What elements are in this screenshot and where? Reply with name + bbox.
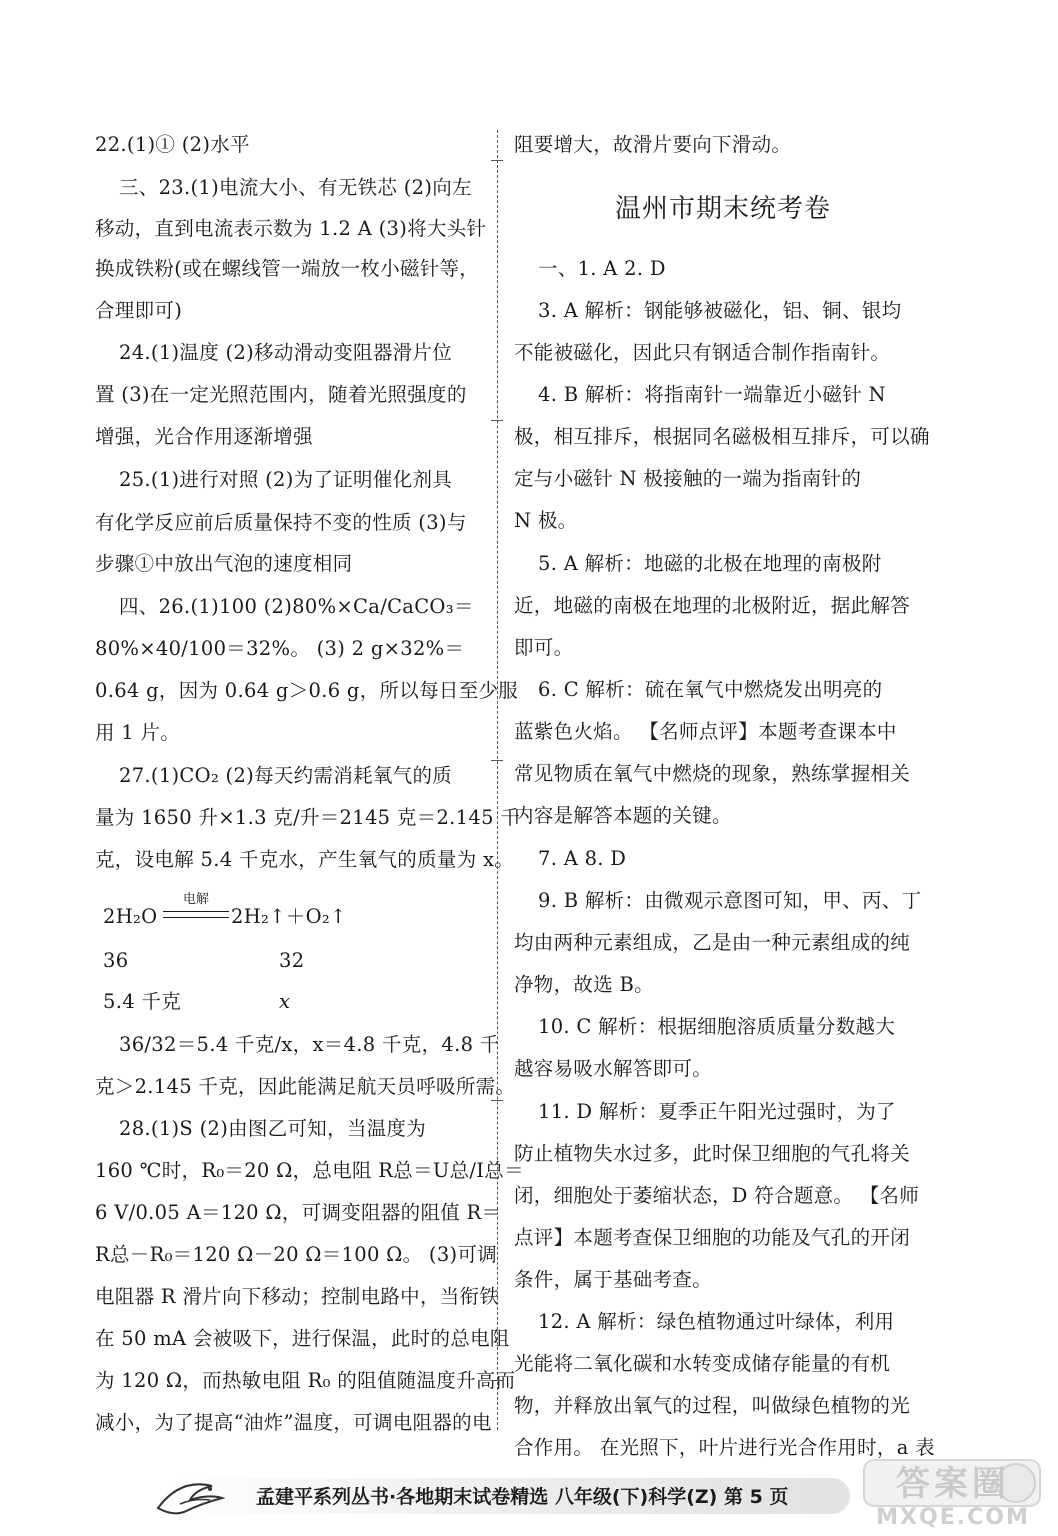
equation-left: 2H₂O xyxy=(103,905,158,928)
answer-line: 28.(1)S (2)由图乙可知，当温度为 xyxy=(119,1117,427,1140)
equation-quantity: 5.4 千克 xyxy=(103,990,182,1013)
watermark-logo-text: 答案圈 xyxy=(896,1464,1010,1504)
swallow-logo-icon xyxy=(150,1468,250,1518)
answer-line: 不能被磁化，因此只有钢适合制作指南针。 xyxy=(514,341,891,364)
answer-line: 11. D 解析：夏季正午阳光过强时，为了 xyxy=(538,1100,896,1123)
divider-tick xyxy=(491,1380,503,1381)
answer-line: 均由两种元素组成，乙是由一种元素组成的纯 xyxy=(514,931,911,954)
answer-line: 25.(1)进行对照 (2)为了证明催化剂具 xyxy=(119,468,453,491)
answer-line: 有化学反应前后质量保持不变的性质 (3)与 xyxy=(95,511,467,534)
answer-line: 量为 1650 升×1.3 克/升＝2145 克＝2.145 千 xyxy=(95,806,521,829)
answer-line: 6 V/0.05 A＝120 Ω，可调变阻器的阻值 R＝ xyxy=(95,1201,502,1224)
answer-line: 越容易吸水解答即可。 xyxy=(514,1057,713,1080)
answer-line: 克，设电解 5.4 千克水，产生氧气的质量为 x。 xyxy=(95,848,515,871)
answer-line: 27.(1)CO₂ (2)每天约需消耗氧气的质 xyxy=(119,764,453,787)
answer-line: 净物，故选 B。 xyxy=(514,973,654,996)
answer-line: 点评】本题考查保卫细胞的功能及气孔的开闭 xyxy=(514,1226,911,1249)
answer-line: 闭，细胞处于萎缩状态，D 符合题意。 【名师 xyxy=(514,1184,920,1207)
equation-ratio: 36 xyxy=(103,949,129,972)
answer-line: 移动，直到电流表示数为 1.2 A (3)将大头针 xyxy=(95,217,487,240)
answer-line: R总－R₀＝120 Ω－20 Ω＝100 Ω。 (3)可调 xyxy=(95,1243,498,1266)
answer-line: 减小，为了提高“油炸”温度，可调电阻器的电 xyxy=(95,1411,492,1434)
answer-line: 近，地磁的南极在地理的北极附近，据此解答 xyxy=(514,594,911,617)
equation-equals-sign xyxy=(163,911,229,918)
answer-line: 160 ℃时，R₀＝20 Ω，总电阻 R总＝U总/I总＝ xyxy=(95,1159,524,1182)
answer-line: 条件，属于基础考查。 xyxy=(514,1268,713,1291)
answer-line: 用 1 片。 xyxy=(95,721,181,744)
answer-line: 三、23.(1)电流大小、有无铁芯 (2)向左 xyxy=(119,176,472,199)
answer-line: 换成铁粉(或在螺线管一端放一枚小磁针等， xyxy=(95,257,480,280)
answer-line: 防止植物失水过多，此时保卫细胞的气孔将关 xyxy=(514,1142,911,1165)
divider-tick xyxy=(491,1100,503,1101)
answer-line: 光能将二氧化碳和水转变成储存能量的有机 xyxy=(514,1352,891,1375)
answer-line: 即可。 xyxy=(514,636,574,659)
answer-line: 为 120 Ω，而热敏电阻 R₀ 的阻值随温度升高而 xyxy=(95,1369,516,1392)
answer-line: 36/32＝5.4 千克/x，x＝4.8 千克，4.8 千 xyxy=(119,1033,500,1056)
equation-ratio: 32 xyxy=(279,949,305,972)
answer-line: 四、26.(1)100 (2)80%×Ca/CaCO₃＝ xyxy=(119,595,474,618)
footer-text: 孟建平系列丛书·各地期末试卷精选 八年级(下)科学(Z) 第 5 页 xyxy=(256,1486,789,1508)
answer-line: 7. A 8. D xyxy=(538,847,627,870)
watermark xyxy=(858,1458,1044,1532)
answer-line: 80%×40/100＝32%。 (3) 2 g×32%＝ xyxy=(95,637,465,660)
answer-line: 3. A 解析：钢能够被磁化，铝、铜、银均 xyxy=(538,299,902,322)
answer-line: 常见物质在氧气中燃烧的现象，熟练掌握相关 xyxy=(514,762,911,785)
equation-unknown: x xyxy=(279,990,291,1013)
answer-line: N 极。 xyxy=(514,509,578,532)
answer-line: 4. B 解析：将指南针一端靠近小磁针 N xyxy=(538,383,886,406)
answer-line: 6. C 解析：硫在氧气中燃烧发出明亮的 xyxy=(538,678,883,701)
answer-line: 12. A 解析：绿色植物通过叶绿体，利用 xyxy=(538,1310,895,1333)
answer-line: 9. B 解析：由微观示意图可知，甲、丙、丁 xyxy=(538,889,922,912)
divider-tick xyxy=(491,160,503,161)
answer-line: 阻要增大，故滑片要向下滑动。 xyxy=(514,133,792,156)
answer-line: 置 (3)在一定光照范围内，随着光照强度的 xyxy=(95,383,467,406)
divider-tick xyxy=(491,760,503,761)
answer-line: 合作用。 在光照下，叶片进行光合作用时，a 表 xyxy=(514,1436,935,1459)
answer-line: 10. C 解析：根据细胞溶质质量分数越大 xyxy=(538,1015,896,1038)
answer-line: 步骤①中放出气泡的速度相同 xyxy=(95,552,353,575)
column-divider xyxy=(497,130,498,1430)
answer-line: 蓝紫色火焰。 【名师点评】本题考查课本中 xyxy=(514,720,897,743)
answer-line: 合理即可) xyxy=(95,299,183,322)
equation-condition: 电解 xyxy=(182,892,209,907)
answer-line: 电阻器 R 滑片向下移动；控制电路中，当衔铁 xyxy=(95,1285,500,1308)
answer-line: 一、1. A 2. D xyxy=(538,257,666,280)
answer-line: 0.64 g，因为 0.64 g＞0.6 g，所以每日至少服 xyxy=(95,679,519,702)
section-title: 温州市期末统考卷 xyxy=(614,194,831,224)
answer-line: 极，相互排斥，根据同名磁极相互排斥，可以确 xyxy=(514,425,930,448)
answer-line: 24.(1)温度 (2)移动滑动变阻器滑片位 xyxy=(119,341,453,364)
watermark-url: MXQE.COM xyxy=(876,1505,1030,1530)
equation-right: 2H₂↑＋O₂↑ xyxy=(231,905,347,928)
answer-line: 增强，光合作用逐渐增强 xyxy=(95,425,313,448)
answer-line: 在 50 mA 会被吸下，进行保温，此时的总电阻 xyxy=(95,1327,510,1350)
answer-line: 5. A 解析：地磁的北极在地理的南极附 xyxy=(538,552,882,575)
answer-line: 定与小磁针 N 极接触的一端为指南针的 xyxy=(514,467,862,490)
answer-line: 22.(1)① (2)水平 xyxy=(95,133,250,156)
answer-line: 物，并释放出氧气的过程，叫做绿色植物的光 xyxy=(514,1394,911,1417)
answer-line: 克＞2.145 千克，因此能满足航天员呼吸所需。 xyxy=(95,1075,516,1098)
answer-line: 内容是解答本题的关键。 xyxy=(514,804,732,827)
divider-tick xyxy=(491,420,503,421)
